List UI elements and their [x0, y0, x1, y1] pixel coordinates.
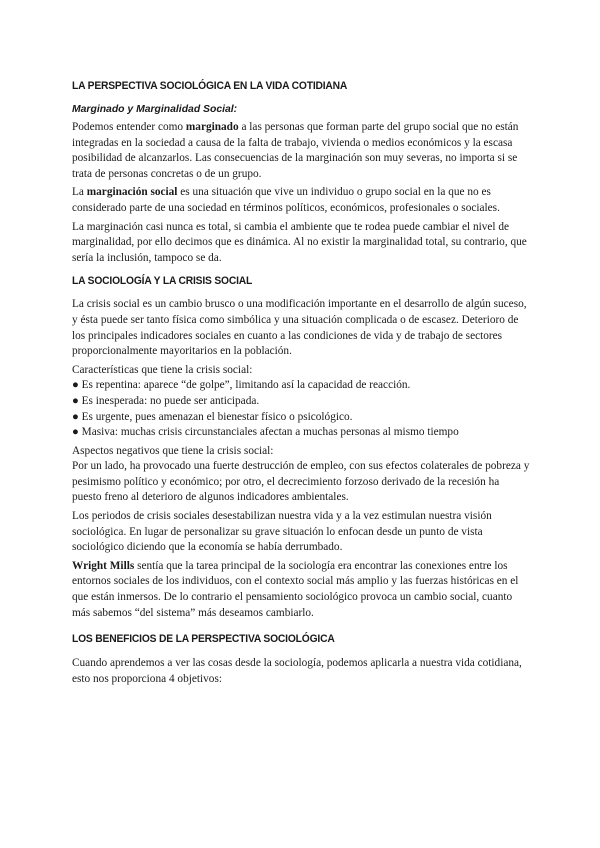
paragraph-marginalidad-dinamica: La marginación casi nunca es total, si cambia el ambiente que te rodea puede cambiar el nivel de marginalidad, por ello decimos que es dinámica. Al no existir la marginalidad total, su contrario, que sería la inclusión, tampoco se da.: [72, 220, 527, 264]
paragraph-wright-mills: [72, 559, 530, 621]
bold-term-marginado: marginado: [185, 121, 239, 133]
list-item: ● Es urgente, pues amenazan el bienestar físico o psicológico.: [72, 410, 353, 423]
bold-term-wright-mills: Wright Mills: [72, 559, 135, 572]
list-item: ● Masiva: muchas crisis circunstanciales afectan a muchas personas al mismo tiempo: [72, 426, 459, 439]
characteristics-intro: Características que tiene la crisis social:: [72, 363, 253, 376]
text-fragment: La: [72, 186, 87, 199]
section-title-beneficios: LOS BENEFICIOS DE LA PERSPECTIVA SOCIOLÓGICA: [72, 633, 335, 646]
paragraph-marginacion-social: [72, 185, 530, 216]
paragraph-marginado: [72, 120, 530, 182]
text-fragment: Podemos entender como: [72, 121, 186, 133]
text-fragment: a las personas que forman parte del grupo social que no están integradas en la sociedad a causa de la falta de trabajo, vivienda o medios económicos y la escasa posibilidad de alcanzarlos. Las consecuencias de la marginación son muy severas, no importa si se trata de personas concretas o de un grupo.: [72, 121, 519, 180]
paragraph-aspectos-negativos: Por un lado, ha provocado una fuerte destrucción de empleo, con sus efectos colaterales de pobreza y pesimismo político y económico; por otro, el decrecimiento forzoso derivado de la recesión ha puesto freno al deterioro de algunos indicadores ambientales.: [72, 460, 530, 504]
section-title-crisis-social: LA SOCIOLOGÍA Y LA CRISIS SOCIAL: [72, 275, 253, 288]
paragraph-periodos-crisis: Los periodos de crisis sociales desestabilizan nuestra vida y a la vez estimulan nuestra visión sociológica. En lugar de personalizar su grave situación lo enfocan desde un punto de vista sociológico diciendo que la economía se había derrumbado.: [72, 510, 492, 554]
subtitle-marginado: Marginado y Marginalidad Social:: [72, 104, 238, 115]
list-item: ● Es inesperada: no puede ser anticipada.: [72, 394, 260, 407]
text-fragment: es una situación que vive un individuo o grupo social en la que no es considerado parte de una sociedad en términos políticos, económicos, profesionales o sociales.: [72, 186, 500, 214]
text-fragment: sentía que la tarea principal de la sociología era encontrar las conexiones entre los entornos sociales de los individuos, con el contexto social más amplio y las fuerzas históricas en el que están inmersos. De lo contrario el pensamiento sociológico provoca un cambio social, cuanto más sabemos “del sistema” más deseamos cambiarlo.: [72, 559, 519, 619]
paragraph-beneficios: Cuando aprendemos a ver las cosas desde la sociología, podemos aplicarla a nuestra vida cotidiana, esto nos proporciona 4 objetivos:: [72, 657, 522, 685]
section-title-perspectiva: LA PERSPECTIVA SOCIOLÓGICA EN LA VIDA COTIDIANA: [72, 80, 348, 92]
negatives-intro: Aspectos negativos que tiene la crisis social:: [72, 444, 274, 457]
bold-term-marginacion-social: marginación social: [86, 186, 178, 199]
list-item: ● Es repentina: aparece “de golpe”, limitando así la capacidad de reacción.: [72, 379, 411, 392]
document-page: [72, 80, 530, 687]
paragraph-crisis-definicion: La crisis social es un cambio brusco o una modificación importante en el desarrollo de algún suceso, y ésta puede ser tanto física como simbólica y una situación complicada o de escasez. Deterioro de los principales indicadores sociales en cuanto a las condiciones de vida y de trabajo de sectores proporcionalmente mayoritarios en la población.: [72, 298, 527, 358]
